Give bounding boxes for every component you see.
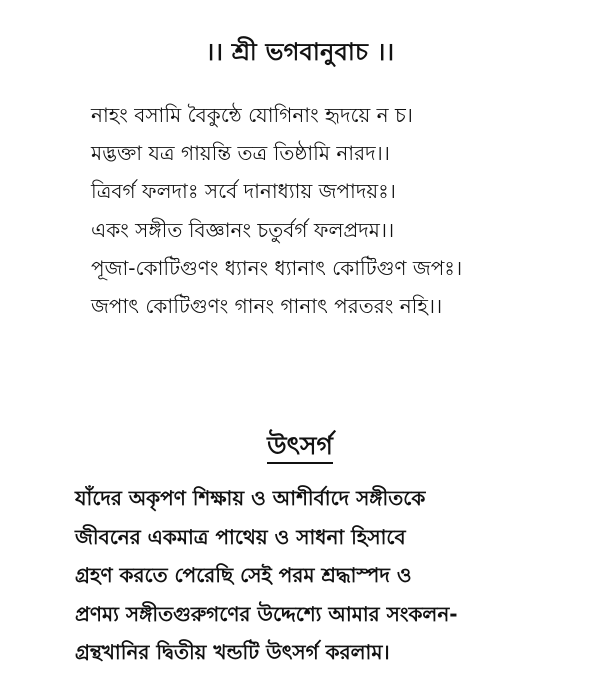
verse-line: নাহং বসামি বৈকুন্ঠে যোগিনাং হৃদয়ে ন চ।: [91, 103, 413, 127]
dedication-line: গ্রহণ করতে পেরেছি সেই পরম শ্রদ্ধাস্পদ ও: [75, 563, 412, 587]
verse-line: মদ্ভক্তা যত্র গায়ন্তি তত্র তিষ্ঠামি নারদ।।: [91, 141, 390, 166]
invocation-verse: [91, 96, 511, 325]
verse-line: একং সঙ্গীত বিজ্ঞানং চতুর্বর্গ ফলপ্রদম।।: [91, 217, 395, 242]
dedication-line: যাঁদের অকৃপণ শিক্ষায় ও আশীর্বাদে সঙ্গীতকে: [75, 486, 426, 510]
dedication-title: উৎসর্গ: [267, 431, 333, 464]
dedication-text: [75, 479, 535, 672]
invocation-title: ।। শ্রী ভগবানুবাচ ।।: [205, 38, 395, 66]
verse-line: পূজা-কোটিগুণং ধ্যানং ধ্যানাৎ কোটিগুণ জপঃ।: [91, 255, 463, 280]
dedication-heading: [0, 426, 600, 469]
dedication-line: জীবনের একমাত্র পাথেয় ও সাধনা হিসাবে: [75, 524, 406, 549]
verse-line: জপাৎ কোটিগুণং গানং গানাৎ পরতরং নহি।।: [91, 293, 443, 318]
dedication-line: প্রণম্য সঙ্গীতগুরুগণের উদ্দেশ্যে আমার সংকলন-: [75, 601, 458, 626]
dedication-line: গ্রন্থখানির দ্বিতীয় খন্ডটি উৎসর্গ করলাম।: [75, 640, 390, 664]
verse-line: ত্রিবর্গ ফলদাঃ সর্বে দানাধ্যায় জপাদয়ঃ।: [91, 179, 396, 204]
